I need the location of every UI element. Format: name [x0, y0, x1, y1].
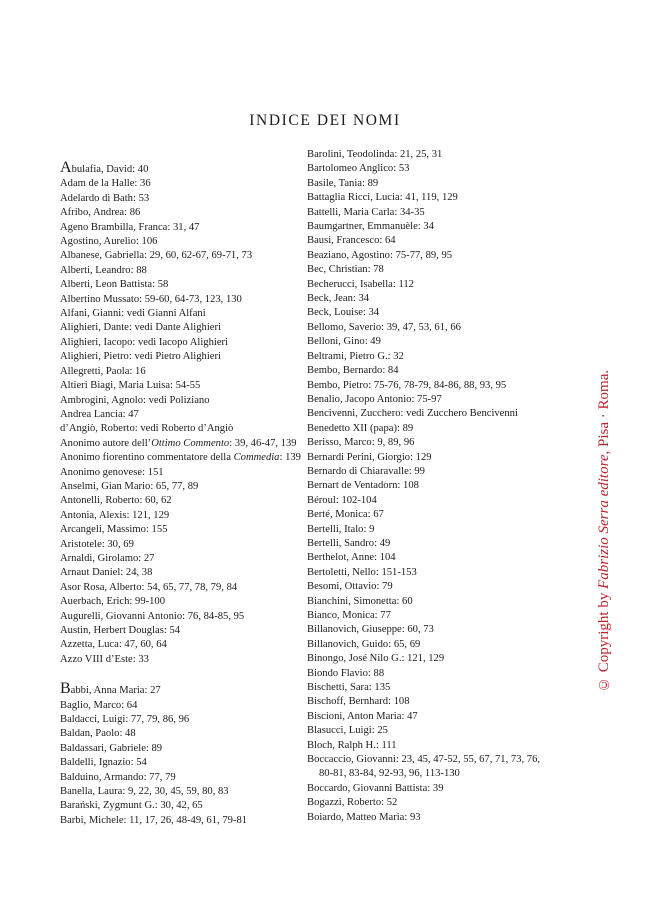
entry-name: Anonimo fiorentino commentatore della [60, 452, 234, 464]
index-entry: Besomi, Ottavio: 79 [307, 581, 393, 593]
index-entry: Beaziano, Agostino: 75-77, 89, 95 [307, 249, 453, 261]
index-entry: Arnaut Daniel: 24, 38 [60, 567, 153, 579]
entry-name: Alberti, Leandro [60, 264, 131, 276]
entry-name: Azzo VIII d’Este [60, 653, 133, 665]
entry-refs: 60, 73 [407, 624, 434, 636]
entry-refs: 34 [423, 221, 434, 233]
entry-refs: 54 [136, 757, 147, 769]
entry-name: Anonimo autore dell’ [60, 437, 152, 449]
entry-refs: 84 [387, 365, 399, 377]
entry-refs: 54, 65, 77, 78, 79, 84 [147, 581, 238, 593]
index-entry: d’Angiò, Roberto: vedi Roberto d’Angiò [60, 423, 234, 435]
entry-refs: 77, 79, 86, 96 [130, 714, 190, 726]
entry-refs: 102-104 [341, 494, 377, 506]
index-entry: Bertelli, Italo: 9 [307, 523, 375, 535]
entry-refs: 111 [381, 739, 397, 751]
entry-name: Arnaldi, Girolamo [60, 552, 139, 564]
index-entry: Beltrami, Pietro G.: 32 [307, 350, 404, 362]
entry-refs: 47 [128, 408, 139, 420]
entry-refs: 151 [147, 466, 164, 478]
entry-refs: 75-77, 89, 95 [395, 249, 453, 261]
index-entry: Andrea Lancia: 47 [60, 408, 139, 420]
entry-name: Bellomo, Saverio [307, 321, 382, 333]
entry-name: Battaglia Ricci, Lucia [307, 192, 400, 204]
entry-name: Billanovich, Guido [307, 638, 389, 650]
entry-refs: 121, 129 [132, 509, 170, 521]
entry-refs: 40 [137, 164, 149, 175]
entry-name: Biondo Flavio [307, 667, 368, 679]
entry-name: Albertino Mussato [60, 293, 140, 305]
copyright-prefix: © Copyright by [596, 588, 612, 692]
index-entry: Bianchini, Simonetta: 60 [307, 595, 413, 607]
entry-name: Allegretti, Paola [60, 365, 130, 377]
entry-refs: 65, 69 [393, 638, 421, 650]
entry-name: Ageno Brambilla, Franca [60, 221, 168, 233]
entry-refs: 24, 38 [125, 567, 153, 579]
entry-name: Barbi, Michele [60, 814, 124, 826]
entry-name: Bogazzi, Roberto [307, 797, 382, 809]
entry-refs: 99 [414, 465, 425, 477]
entry-name: Abulafia, David [60, 159, 133, 176]
entry-refs: 135 [374, 682, 391, 694]
entry-refs: 75-76, 78-79, 84-86, 88, 93, 95 [373, 379, 507, 391]
entry-refs: 34 [358, 293, 370, 305]
entry-refs: 76, 84-85, 95 [187, 610, 245, 622]
entry-refs: 11, 17, 26, 48-49, 61, 79-81 [129, 814, 248, 826]
index-entry: Alberti, Leandro: 88 [60, 264, 147, 276]
entry-name: Alfani, Gianni [60, 308, 122, 320]
entry-name: Altieri Biagi, Maria Luisa [60, 380, 171, 392]
index-entry: Antonia, Alexis: 121, 129 [60, 509, 170, 521]
entry-refs: vedi Gianni Alfani [126, 308, 206, 320]
index-entry: Afribo, Andrea: 86 [60, 207, 141, 219]
entry-refs: 54 [169, 625, 181, 636]
entry-name: Baldelli, Ignazio [60, 757, 131, 769]
index-entry: Alberti, Leon Battista: 58 [60, 279, 169, 291]
index-entry: Alighieri, Iacopo: vedi Iacopo Alighieri [60, 336, 228, 348]
index-entry: Beck, Jean: 34 [307, 293, 370, 305]
index-entry: Albanese, Gabriella: 29, 60, 62-67, 69-71, 73 [60, 250, 253, 262]
entry-refs: 64 [384, 235, 396, 247]
entry-name: Bembo, Pietro [307, 379, 369, 391]
entry-name: Arcangeli, Massimo [60, 524, 146, 536]
entry-name: Bernardo di Chiaravalle [307, 465, 409, 477]
entry-refs: 53 [398, 163, 410, 175]
entry-refs: 36 [140, 178, 151, 190]
entry-name: Becherucci, Isabella [307, 278, 393, 290]
entry-name: Austin, Herbert Douglas [60, 625, 164, 636]
entry-name: Baumgartner, Emmanuèle [307, 221, 418, 233]
index-entry: Abulafia, David: 40 [60, 159, 149, 176]
entry-refs: 155 [151, 524, 168, 536]
entry-name: Beltrami, Pietro G. [307, 350, 388, 362]
entry-refs: 16 [135, 365, 146, 377]
entry-refs: 86 [129, 207, 141, 219]
index-entry: Alfani, Gianni: vedi Gianni Alfani [60, 308, 206, 320]
entry-name: Andrea Lancia [60, 408, 123, 420]
entry-name: Berthelot, Anne [307, 552, 375, 564]
index-entry: Augurelli, Giovanni Antonio: 76, 84-85, 95 [60, 610, 245, 622]
entry-name: Afribo, Andrea [60, 207, 125, 219]
entry-name: Binongo, José Nilo G. [307, 653, 402, 665]
entry-work-title: Ottimo Commento [151, 437, 230, 449]
entry-refs: 93 [409, 811, 421, 823]
index-entry: Baldelli, Ignazio: 54 [60, 757, 147, 769]
index-entry: Berisso, Marco: 9, 89, 96 [307, 437, 415, 449]
index-entry: Belloni, Gino: 49 [307, 336, 381, 348]
entry-name: Billanovich, Giuseppe [307, 624, 402, 636]
index-entry: Bartolomeo Anglico: 53 [307, 163, 410, 175]
entry-name: Beck, Jean [307, 293, 353, 305]
entry-refs: 151-153 [381, 566, 417, 578]
entry-refs: 79 [382, 581, 393, 593]
entry-refs: vedi Iacopo Alighieri [137, 336, 228, 348]
index-entry: Bellomo, Saverio: 39, 47, 53, 61, 66 [307, 321, 461, 333]
entry-name: Babbi, Anna Maria [60, 680, 145, 698]
index-entry: Babbi, Anna Maria: 27 [60, 680, 161, 698]
index-entry: Biscioni, Anton Maria: 47 [307, 710, 418, 722]
entry-name: Boccardo, Giovanni Battista [307, 782, 428, 794]
entry-refs: 9, 22, 30, 45, 59, 80, 83 [127, 786, 229, 798]
entry-refs: 53 [138, 192, 150, 204]
entry-name: Ambrogini, Agnolo [60, 394, 143, 406]
index-entry: Bischetti, Sara: 135 [307, 682, 391, 694]
index-entry: Arnaldi, Girolamo: 27 [60, 552, 155, 564]
index-entry: Baldan, Paolo: 48 [60, 728, 136, 740]
entry-refs: 121, 129 [407, 653, 445, 665]
entry-refs: 23, 45, 47-52, 55, 67, 71, 73, 76, 80-81, 83-84, 92-93, 96, 113-130 [319, 754, 541, 780]
entry-name: Battelli, Maria Carla [307, 206, 395, 218]
entry-name: Adam de la Halle [60, 178, 135, 190]
index-entry: Anonimo fiorentino commentatore della Commedia: 139 [60, 452, 301, 464]
index-entry: Bembo, Pietro: 75-76, 78-79, 84-86, 88, 93, 95 [307, 379, 507, 391]
index-entry: Bernardi Perini, Giorgio: 129 [307, 451, 432, 463]
index-entry: Bianco, Monica: 77 [307, 610, 391, 621]
entry-refs: vedi Pietro Alighieri [134, 351, 221, 363]
entry-refs: 106 [141, 236, 158, 248]
index-entry: Barański, Zygmunt G.: 30, 42, 65 [60, 800, 203, 812]
entry-name: Berté, Monica [307, 509, 368, 521]
copyright-suffix: , Pisa · Roma. [596, 369, 612, 455]
entry-name: Bembo, Bernardo [307, 365, 383, 377]
entry-refs: 49 [370, 336, 381, 348]
index-entry: Bloch, Ralph H.: 111 [307, 739, 397, 751]
entry-refs: 99-100 [135, 596, 166, 608]
index-entry: Albertino Mussato: 59-60, 64-73, 123, 130 [60, 293, 242, 305]
index-entry: Bernart de Ventadorn: 108 [307, 480, 419, 492]
index-entry: Bencivenni, Zucchero: vedi Zucchero Bencivenni [307, 408, 518, 420]
index-entry: Billanovich, Guido: 65, 69 [307, 638, 421, 650]
entry-refs: vedi Zucchero Bencivenni [406, 408, 518, 420]
entry-refs: 77, 79 [149, 771, 176, 783]
index-entry: Berté, Monica: 67 [307, 509, 384, 521]
entry-name: Arnaut Daniel [60, 567, 121, 579]
entry-name: Bencivenni, Zucchero [307, 408, 401, 420]
entry-refs: 58 [157, 279, 169, 291]
entry-name: Alighieri, Iacopo [60, 336, 133, 348]
entry-refs: 27 [150, 685, 161, 697]
entry-refs: 59-60, 64-73, 123, 130 [144, 293, 242, 305]
entry-refs: 30, 42, 65 [160, 800, 203, 812]
entry-name: Alighieri, Pietro [60, 351, 129, 363]
entry-refs: 88 [373, 667, 385, 679]
index-entry: Biondo Flavio: 88 [307, 667, 385, 679]
index-entry: Bogazzi, Roberto: 52 [307, 797, 398, 809]
entry-name: Baldassari, Gabriele [60, 742, 146, 754]
index-entry: Béroul: 102-104 [307, 494, 377, 506]
entry-name: Aristotele [60, 538, 102, 550]
entry-refs: 89 [151, 742, 163, 754]
entry-name: Bloch, Ralph H. [307, 739, 376, 751]
entry-refs: 27 [143, 552, 155, 564]
entry-refs: 47 [407, 710, 418, 722]
entry-name: Béroul [307, 494, 336, 506]
index-entry: Barbi, Michele: 11, 17, 26, 48-49, 61, 79-81 [60, 814, 248, 826]
entry-name: Antonelli, Roberto [60, 495, 140, 507]
index-entry: Antonelli, Roberto: 60, 62 [60, 495, 172, 507]
entry-name: Benedetto XII (papa) [307, 422, 398, 434]
entry-name: Bartolomeo Anglico [307, 163, 394, 175]
entry-refs: 33 [138, 653, 149, 665]
entry-name: Beck, Louise [307, 307, 363, 319]
entry-name: Boiardo, Matteo Maria [307, 811, 405, 823]
entry-name: Besomi, Ottavio [307, 581, 377, 593]
entry-name: Biscioni, Anton Maria [307, 710, 402, 722]
entry-name: Alberti, Leon Battista [60, 279, 153, 291]
entry-refs: 47, 60, 64 [124, 639, 167, 651]
copyright-notice [592, 212, 616, 692]
index-entry: Baldacci, Luigi: 77, 79, 86, 96 [60, 714, 190, 726]
entry-refs: 34-35 [399, 206, 425, 218]
entry-name: Barolini, Teodolinda [307, 149, 395, 160]
entry-name: Barański, Zygmunt G. [60, 800, 155, 812]
entry-name: Boccaccio, Giovanni [307, 754, 396, 766]
index-entry: Baglio, Marco: 64 [60, 699, 138, 711]
index-entry: Boccaccio, Giovanni: 23, 45, 47-52, 55, 67, 71, 73, 76, 80-81, 83-84, 92-93, 96, 113-130 [307, 754, 541, 780]
index-entry: Bec, Christian: 78 [307, 264, 384, 276]
entry-name: Agostino, Aurelio [60, 236, 136, 248]
index-entry: Bertoletti, Nello: 151-153 [307, 566, 417, 578]
entry-refs: 41, 119, 129 [405, 192, 458, 204]
index-entry: Anonimo genovese: 151 [60, 466, 164, 478]
entry-refs: 65, 77, 89 [155, 480, 199, 492]
entry-name: Bischoff, Bernhard [307, 696, 389, 708]
entry-refs: 31, 47 [172, 221, 200, 233]
entry-refs: 25 [377, 725, 388, 737]
entry-refs: 30, 69 [107, 538, 134, 550]
index-entry: Adam de la Halle: 36 [60, 178, 151, 190]
index-entry: Azzo VIII d’Este: 33 [60, 653, 149, 665]
entry-refs: 34 [368, 307, 380, 319]
page-title: INDICE DEI NOMI [249, 112, 401, 129]
index-entry: Battelli, Maria Carla: 34-35 [307, 206, 425, 218]
entry-work-title: Commedia [233, 452, 280, 464]
entry-name: Antonia, Alexis [60, 509, 127, 521]
entry-name: Bertelli, Italo [307, 523, 364, 535]
entry-refs: 75-97 [417, 393, 442, 405]
index-entry: Boccardo, Giovanni Battista: 39 [307, 782, 444, 794]
entry-name: Bertelli, Sandro [307, 537, 375, 549]
index-entry: Baldassari, Gabriele: 89 [60, 742, 163, 754]
entry-refs: 129 [415, 451, 432, 463]
index-entry: Basile, Tania: 89 [307, 177, 379, 189]
entry-name: Baglio, Marco [60, 699, 122, 711]
entry-refs: 139 [285, 452, 301, 464]
index-entry: Benalio, Jacopo Antonio: 75-97 [307, 393, 442, 405]
index-entry: Becherucci, Isabella: 112 [307, 278, 414, 290]
entry-refs: 21, 25, 31 [399, 149, 443, 160]
entry-name: Belloni, Gino [307, 336, 365, 348]
entry-refs: 67 [373, 509, 384, 521]
entry-name: Bischetti, Sara [307, 682, 369, 694]
entry-refs: 49 [379, 537, 391, 549]
index-entry: Alighieri, Dante: vedi Dante Alighieri [60, 322, 221, 334]
index-entry: Asor Rosa, Alberto: 54, 65, 77, 78, 79, 84 [60, 581, 238, 593]
entry-refs: 29, 60, 62-67, 69-71, 73 [149, 250, 253, 262]
entry-name: Albanese, Gabriella [60, 250, 145, 262]
entry-name: Banella, Laura [60, 786, 123, 798]
entry-name: Azzetta, Luca [60, 639, 119, 651]
index-entry: Binongo, José Nilo G.: 121, 129 [307, 653, 445, 665]
index-entry: Baumgartner, Emmanuèle: 34 [307, 221, 434, 233]
entry-name: Basile, Tania [307, 177, 362, 189]
index-entry: Anonimo autore dell’Ottimo Commento: 39, 46-47, 139 [60, 437, 297, 449]
entry-refs: 112 [398, 278, 414, 290]
index-entry: Boiardo, Matteo Maria: 93 [307, 811, 421, 823]
index-entry: Bausi, Francesco: 64 [307, 235, 396, 247]
index-entry: Alighieri, Pietro: vedi Pietro Alighieri [60, 351, 221, 363]
entry-name: Asor Rosa, Alberto [60, 581, 142, 593]
entry-refs: 108 [403, 480, 419, 492]
index-entry: Ambrogini, Agnolo: vedi Poliziano [60, 394, 210, 406]
entry-name: Alighieri, Dante [60, 322, 129, 334]
index-entry: Billanovich, Giuseppe: 60, 73 [307, 624, 434, 636]
entry-name: Anselmi, Gian Mario [60, 480, 151, 492]
entry-name: Bec, Christian [307, 264, 368, 276]
entry-refs: 78 [373, 264, 384, 276]
index-entry: Berthelot, Anne: 104 [307, 552, 396, 564]
entry-refs: 64 [126, 699, 138, 711]
entry-refs: 60 [402, 595, 413, 607]
entry-name: Bernart de Ventadorn [307, 480, 398, 492]
index-entry: Austin, Herbert Douglas: 54 [60, 625, 181, 636]
entry-refs: 52 [386, 797, 398, 809]
entry-name: Bausi, Francesco [307, 235, 380, 247]
entry-refs: vedi Dante Alighieri [134, 322, 221, 334]
entry-refs: 108 [393, 696, 410, 708]
entry-name: Anonimo genovese [60, 466, 143, 478]
index-column-left [60, 146, 308, 828]
index-entry: Bernardo di Chiaravalle: 99 [307, 465, 425, 477]
entry-name: Bianchini, Simonetta [307, 595, 397, 607]
index-entry: Arcangeli, Massimo: 155 [60, 524, 168, 536]
index-entry: Aristotele: 30, 69 [60, 538, 134, 550]
index-entry: Balduino, Armando: 77, 79 [60, 771, 176, 783]
entry-refs: 89 [402, 422, 414, 434]
entry-name: Auerbach, Erich [60, 596, 130, 608]
index-entry: Bembo, Bernardo: 84 [307, 365, 399, 377]
index-entry: Altieri Biagi, Maria Luisa: 54-55 [60, 380, 201, 392]
entry-refs: 54-55 [175, 380, 201, 392]
entry-name: Augurelli, Giovanni Antonio [60, 610, 183, 622]
index-entry: Barolini, Teodolinda: 21, 25, 31 [307, 149, 443, 160]
copyright-publisher: Fabrizio Serra editore [596, 454, 612, 589]
index-entry: Auerbach, Erich: 99-100 [60, 596, 166, 608]
entry-name: Adelardo di Bath [60, 192, 133, 204]
entry-name: Beaziano, Agostino [307, 249, 390, 261]
index-entry: Allegretti, Paola: 16 [60, 365, 146, 377]
entry-refs: 77 [380, 610, 391, 621]
index-entry: Benedetto XII (papa): 89 [307, 422, 414, 434]
entry-refs: 39 [432, 782, 444, 794]
entry-refs: vedi Poliziano [148, 394, 210, 406]
index-entry: Anselmi, Gian Mario: 65, 77, 89 [60, 480, 199, 492]
index-entry: Bischoff, Bernhard: 108 [307, 696, 410, 708]
entry-name: d’Angiò, Roberto [60, 423, 135, 435]
entry-refs: 60, 62 [145, 495, 172, 507]
entry-name: Berisso, Marco [307, 437, 372, 449]
index-entry: Blasucci, Luigi: 25 [307, 725, 388, 737]
entry-refs: 89 [367, 177, 379, 189]
index-entry: Battaglia Ricci, Lucia: 41, 119, 129 [307, 192, 458, 204]
entry-name: Bernardi Perini, Giorgio [307, 451, 411, 463]
index-entry: Agostino, Aurelio: 106 [60, 236, 158, 248]
index-entry: Beck, Louise: 34 [307, 307, 380, 319]
index-entry: Bertelli, Sandro: 49 [307, 537, 391, 549]
entry-name: Bertoletti, Nello [307, 566, 376, 578]
index-entry: Banella, Laura: 9, 22, 30, 45, 59, 80, 83 [60, 786, 229, 798]
entry-name: Baldacci, Luigi [60, 714, 126, 726]
index-entry: Ageno Brambilla, Franca: 31, 47 [60, 221, 200, 233]
entry-name: Blasucci, Luigi [307, 725, 372, 737]
index-column-right [307, 148, 555, 825]
entry-refs: 39, 47, 53, 61, 66 [386, 321, 461, 333]
index-entry: Azzetta, Luca: 47, 60, 64 [60, 639, 167, 651]
entry-refs: 9 [369, 523, 375, 535]
entry-name: Balduino, Armando [60, 771, 144, 783]
entry-refs: 48 [125, 728, 136, 740]
entry-name: Baldan, Paolo [60, 728, 120, 740]
entry-refs: vedi Roberto d’Angiò [140, 423, 234, 435]
entry-name: Bianco, Monica [307, 610, 375, 621]
entry-refs: 104 [379, 552, 396, 564]
index-entry: Adelardo di Bath: 53 [60, 192, 150, 204]
entry-refs: 88 [136, 264, 147, 276]
entry-refs: 39, 46-47, 139 [234, 437, 297, 449]
entry-name: Benalio, Jacopo Antonio [307, 393, 412, 405]
entry-refs: 9, 89, 96 [377, 437, 415, 449]
entry-refs: 32 [393, 350, 404, 362]
